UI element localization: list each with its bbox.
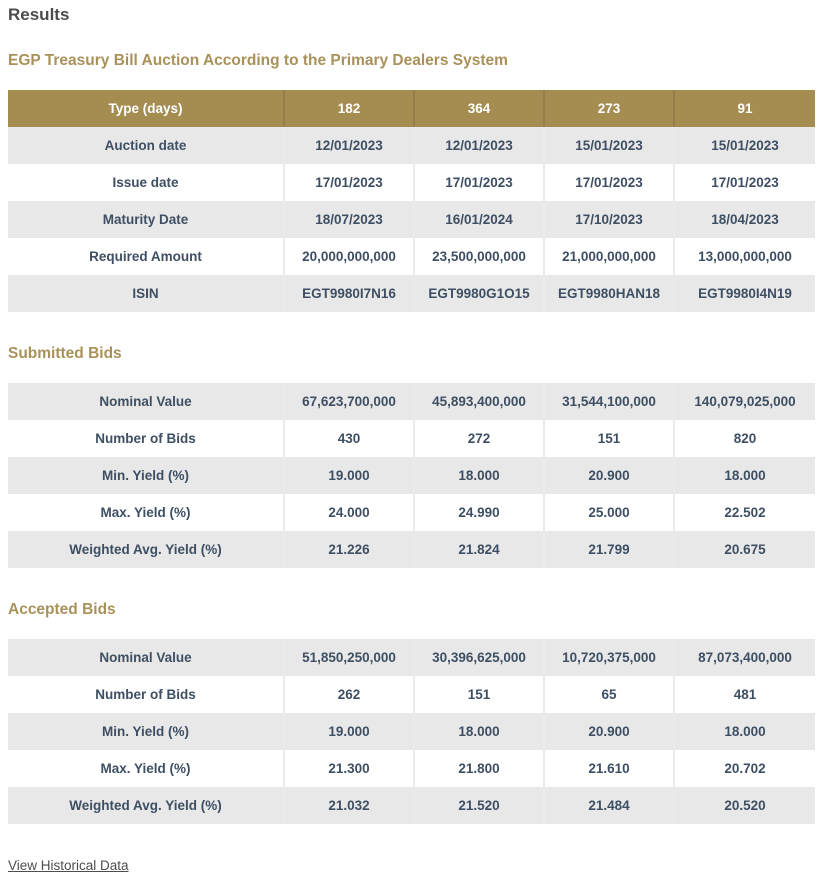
cell-value: 20.702 (724, 760, 766, 776)
cell-value: 17/01/2023 (284, 164, 414, 201)
cell-value: 20.675 (724, 541, 766, 557)
row-label: Weighted Avg. Yield (%) (8, 787, 284, 824)
auction-table-header-row (8, 90, 815, 127)
table-row-weighted-avg-yield (8, 787, 815, 824)
table-row-issue-date (8, 164, 815, 201)
row-label: Max. Yield (%) (8, 494, 284, 531)
cell-value: 481 (733, 686, 757, 702)
cell-value: EGT9980HAN18 (544, 275, 674, 312)
cell-value: 18.000 (414, 713, 544, 750)
cell-value: 16/01/2024 (414, 201, 544, 238)
cell-value: 820 (733, 430, 757, 446)
cell-value: 15/01/2023 (544, 127, 674, 164)
row-label: Number of Bids (8, 420, 284, 457)
cell-value: 17/01/2023 (544, 164, 674, 201)
cell-value: 31,544,100,000 (544, 383, 674, 420)
row-label: Required Amount (8, 238, 284, 275)
cell-value: 21.520 (414, 787, 544, 824)
table-row-maturity-date (8, 201, 815, 238)
table-row-min-yield (8, 713, 815, 750)
cell-value: 20.900 (544, 713, 674, 750)
row-label: Max. Yield (%) (8, 750, 284, 787)
cell-value: EGT9980G1O15 (414, 275, 544, 312)
cell-value: 21.799 (544, 531, 674, 568)
column-header-91: 91 (674, 90, 815, 127)
cell-value: EGT9980I7N16 (284, 275, 414, 312)
view-historical-data-link[interactable]: View Historical Data (8, 857, 129, 873)
cell-value: 15/01/2023 (711, 137, 779, 153)
cell-value: 18/07/2023 (284, 201, 414, 238)
table-row-min-yield (8, 457, 815, 494)
cell-value: 272 (414, 420, 544, 457)
table-row-nominal-value (8, 383, 815, 420)
row-label: Auction date (8, 127, 284, 164)
cell-value: 17/01/2023 (414, 164, 544, 201)
cell-value: 18.000 (724, 723, 766, 739)
cell-value: 21.032 (284, 787, 414, 824)
table-row-nominal-value (8, 639, 815, 676)
cell-value: 65 (544, 676, 674, 713)
cell-value: 430 (284, 420, 414, 457)
cell-value: EGT9980I4N19 (698, 285, 792, 301)
cell-value: 17/10/2023 (544, 201, 674, 238)
table-row-isin (8, 275, 815, 312)
auction-table (8, 90, 815, 312)
cell-value: 13,000,000,000 (698, 248, 792, 264)
cell-value: 87,073,400,000 (698, 649, 792, 665)
cell-value: 24.000 (284, 494, 414, 531)
cell-value: 10,720,375,000 (544, 639, 674, 676)
cell-value: 45,893,400,000 (414, 383, 544, 420)
cell-value: 21.226 (284, 531, 414, 568)
row-label: Nominal Value (8, 383, 284, 420)
cell-value: 140,079,025,000 (694, 393, 796, 409)
cell-value: 23,500,000,000 (414, 238, 544, 275)
accepted-bids-heading: Accepted Bids (8, 600, 116, 618)
cell-value: 21,000,000,000 (544, 238, 674, 275)
type-days-header: Type (days) (8, 90, 284, 127)
page-title: Results (8, 5, 70, 24)
table-row-required-amount (8, 238, 815, 275)
cell-value: 18.000 (724, 467, 766, 483)
accepted-bids-table (8, 639, 815, 824)
column-header-182: 182 (284, 90, 414, 127)
cell-value: 22.502 (724, 504, 766, 520)
cell-value: 20,000,000,000 (284, 238, 414, 275)
cell-value: 20.520 (724, 797, 766, 813)
cell-value: 12/01/2023 (284, 127, 414, 164)
row-label: Number of Bids (8, 676, 284, 713)
cell-value: 51,850,250,000 (284, 639, 414, 676)
cell-value: 21.484 (544, 787, 674, 824)
table-row-auction-date (8, 127, 815, 164)
cell-value: 24.990 (414, 494, 544, 531)
row-label: Nominal Value (8, 639, 284, 676)
cell-value: 21.800 (414, 750, 544, 787)
row-label: Weighted Avg. Yield (%) (8, 531, 284, 568)
table-row-number-of-bids (8, 420, 815, 457)
column-header-273: 273 (544, 90, 674, 127)
cell-value: 262 (284, 676, 414, 713)
table-row-max-yield (8, 494, 815, 531)
row-label: Min. Yield (%) (8, 713, 284, 750)
cell-value: 19.000 (284, 713, 414, 750)
row-label: Min. Yield (%) (8, 457, 284, 494)
cell-value: 17/01/2023 (711, 174, 779, 190)
row-label: Maturity Date (8, 201, 284, 238)
cell-value: 67,623,700,000 (284, 383, 414, 420)
cell-value: 19.000 (284, 457, 414, 494)
auction-section-heading: EGP Treasury Bill Auction According to the Primary Dealers System (8, 51, 508, 69)
cell-value: 151 (414, 676, 544, 713)
column-header-364: 364 (414, 90, 544, 127)
cell-value: 151 (544, 420, 674, 457)
row-label: Issue date (8, 164, 284, 201)
cell-value: 21.610 (544, 750, 674, 787)
cell-value: 12/01/2023 (414, 127, 544, 164)
table-row-number-of-bids (8, 676, 815, 713)
cell-value: 18.000 (414, 457, 544, 494)
cell-value: 21.300 (284, 750, 414, 787)
table-row-max-yield (8, 750, 815, 787)
cell-value: 18/04/2023 (711, 211, 779, 227)
cell-value: 30,396,625,000 (414, 639, 544, 676)
cell-value: 20.900 (544, 457, 674, 494)
row-label: ISIN (8, 275, 284, 312)
submitted-bids-heading: Submitted Bids (8, 344, 122, 362)
submitted-bids-table (8, 383, 815, 568)
cell-value: 21.824 (414, 531, 544, 568)
cell-value: 25.000 (544, 494, 674, 531)
table-row-weighted-avg-yield (8, 531, 815, 568)
